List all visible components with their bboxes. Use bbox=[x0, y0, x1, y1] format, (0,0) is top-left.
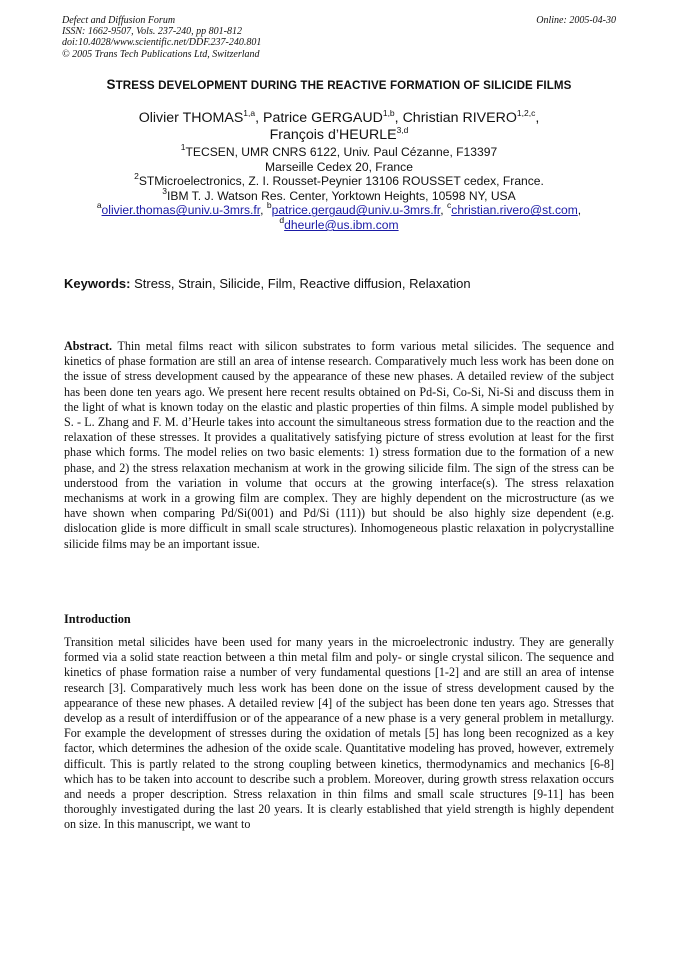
author-list: Olivier THOMAS$^{1,a}$, Patrice GERGAUD$^{1,b}$, Christian RIVERO$^{1,2,c}$, François d’HEURLE$^{3,d}$ bbox=[138, 108, 540, 143]
author-name: François d’HEURLE bbox=[269, 127, 397, 143]
author-sup: 1,a bbox=[243, 108, 256, 118]
section-heading-introduction: Introduction bbox=[64, 612, 131, 626]
paper-title bbox=[0, 77, 678, 92]
author-sup: 3,d bbox=[396, 125, 409, 135]
author-sup: 1,b bbox=[382, 108, 395, 118]
keywords-label: Keywords: bbox=[64, 276, 131, 291]
copyright-line: © 2005 Trans Tech Publications Ltd, Switzerland bbox=[62, 48, 260, 60]
affiliation-1: TECSEN, UMR CNRS 6122, Univ. Paul Cézanne, F13397 bbox=[185, 145, 498, 159]
author-name: Christian RIVERO bbox=[402, 110, 517, 126]
email-link-rivero[interactable]: christian.rivero@st.com bbox=[451, 203, 578, 218]
journal-header bbox=[62, 15, 616, 60]
email-link-dheurle[interactable]: dheurle@us.ibm.com bbox=[284, 217, 399, 232]
abstract-label: Abstract. bbox=[64, 339, 113, 353]
email-link-thomas[interactable]: olivier.thomas@univ.u-3mrs.fr bbox=[101, 203, 261, 218]
author-name: Patrice GERGAUD bbox=[263, 110, 383, 126]
abstract bbox=[64, 339, 614, 552]
title-rest: TRESS DEVELOPMENT DURING THE REACTIVE FORMATION OF SILICIDE FILMS bbox=[115, 79, 572, 92]
doi-line: doi:10.4028/www.scientific.net/DDF.237-240.801 bbox=[62, 37, 262, 49]
keywords-text: Stress, Strain, Silicide, Film, Reactive diffusion, Relaxation bbox=[134, 276, 471, 291]
affiliation-3: IBM T. J. Watson Res. Center, Yorktown Heights, 10598 NY, USA bbox=[167, 188, 516, 203]
affiliations: $^1$TECSEN, UMR CNRS 6122, Univ. Paul Cézanne, F13397 Marseille Cedex 20, France $^2$STMicroelectronics, Z. I. Rousset-Peynier 13106 ROUSSET cedex, France. $^3$IBM T. J. Watson Res. Center, Yorktown Heights, 10598 NY, USA $^a$olivier.thomas@univ.u-3mrs.fr, $^b$patrice.gergaud@univ.u-3mrs.fr, $^c$christian.rivero@st.com, $^d$dheurle@us.ibm.com bbox=[0, 145, 678, 233]
affiliation-2: STMicroelectronics, Z. I. Rousset-Peynier 13106 ROUSSET cedex, France. bbox=[138, 174, 544, 189]
abstract-text: Thin metal films react with silicon substrates to form various metal silicides. The sequence and kinetics of phase formation are still an area of intense research. Comparatively much less work has been done on the issue of stress development caused by the appearance of these new phases. A detailed review of the subject has been done ten years ago. We present here recent results obtained on Pd-Si, Co-Si, Ni-Si and discuss them in the light of what is known today on the elastic and plastic properties of thin films. A simple model published by S. - L. Zhang and F. M. d’Heurle takes into account the simultaneous stress formation due to the reaction and the relaxation of these stresses. It provides a qualitatively satisfying picture of stress evolution at least for the first phase which forms. The model relies on two basic elements: 1) stress formation due to the formation of a new phase, and 2) the stress relaxation mechanism at work in the growing silicide film. The sign of the stress can be understood from the variation in volume that occurs at the growing interface(s). The stress relaxation mechanisms at work in a growing film are complex. They are highly dependent on the microstructure (as we have shown when comparing Pd/Si(001) and Pd/Si (111)) but should be also highly size dependent (e.g. dislocation glide is more difficult in small scale structures). Inhomogeneous plastic relaxation in polycrystalline silicide films may be an important issue. bbox=[64, 339, 614, 551]
author-sup: 1,2,c bbox=[516, 108, 536, 118]
introduction-text: Transition metal silicides have been used for many years in the microelectronic industry. They are generally formed via a solid state reaction between a thin metal film and poly- or single crystal silicon. The sequence and kinetics of phase formation raise a number of very fundamental questions [1-2] and are still an area of intense research [3]. Comparatively much less work has been done on the issue of stress development caused by the appearance of these new phases. A detailed review [4] of the subject has been done ten years ago. Stresses that develop as a result of interdiffusion or of the appearance of a new phase is a very general problem in metallurgy. For example the development of stresses during the oxidation of metals [5] has long been recognized as a key factor, which determines the adhesion of the oxide scale. Quantitative modeling has proved, however, extremely difficult. This is partly related to the strong coupling between kinetics, thermodynamics and mechanics [6-8] which has to be taken into account to describe such a problem. Moreover, during growth stress relaxation occurs and needs a proper description. Stress relaxation in thin films and small scale structures [9-11] has been thoroughly investigated during the last 20 years. It is clearly established that yield strength is highly dependent on size. In this manuscript, we want to bbox=[64, 635, 614, 832]
title-initial: S bbox=[106, 77, 116, 92]
email-link-gergaud[interactable]: patrice.gergaud@univ.u-3mrs.fr bbox=[271, 203, 441, 218]
online-date: Online: 2005-04-30 bbox=[536, 15, 616, 26]
issn-line: ISSN: 1662-9507, Vols. 237-240, pp 801-812 bbox=[62, 26, 242, 38]
affiliation-1-city: Marseille Cedex 20, France bbox=[265, 159, 413, 174]
author-name: Olivier THOMAS bbox=[138, 110, 244, 126]
keywords bbox=[64, 276, 624, 291]
journal-name: Defect and Diffusion Forum bbox=[62, 15, 176, 26]
